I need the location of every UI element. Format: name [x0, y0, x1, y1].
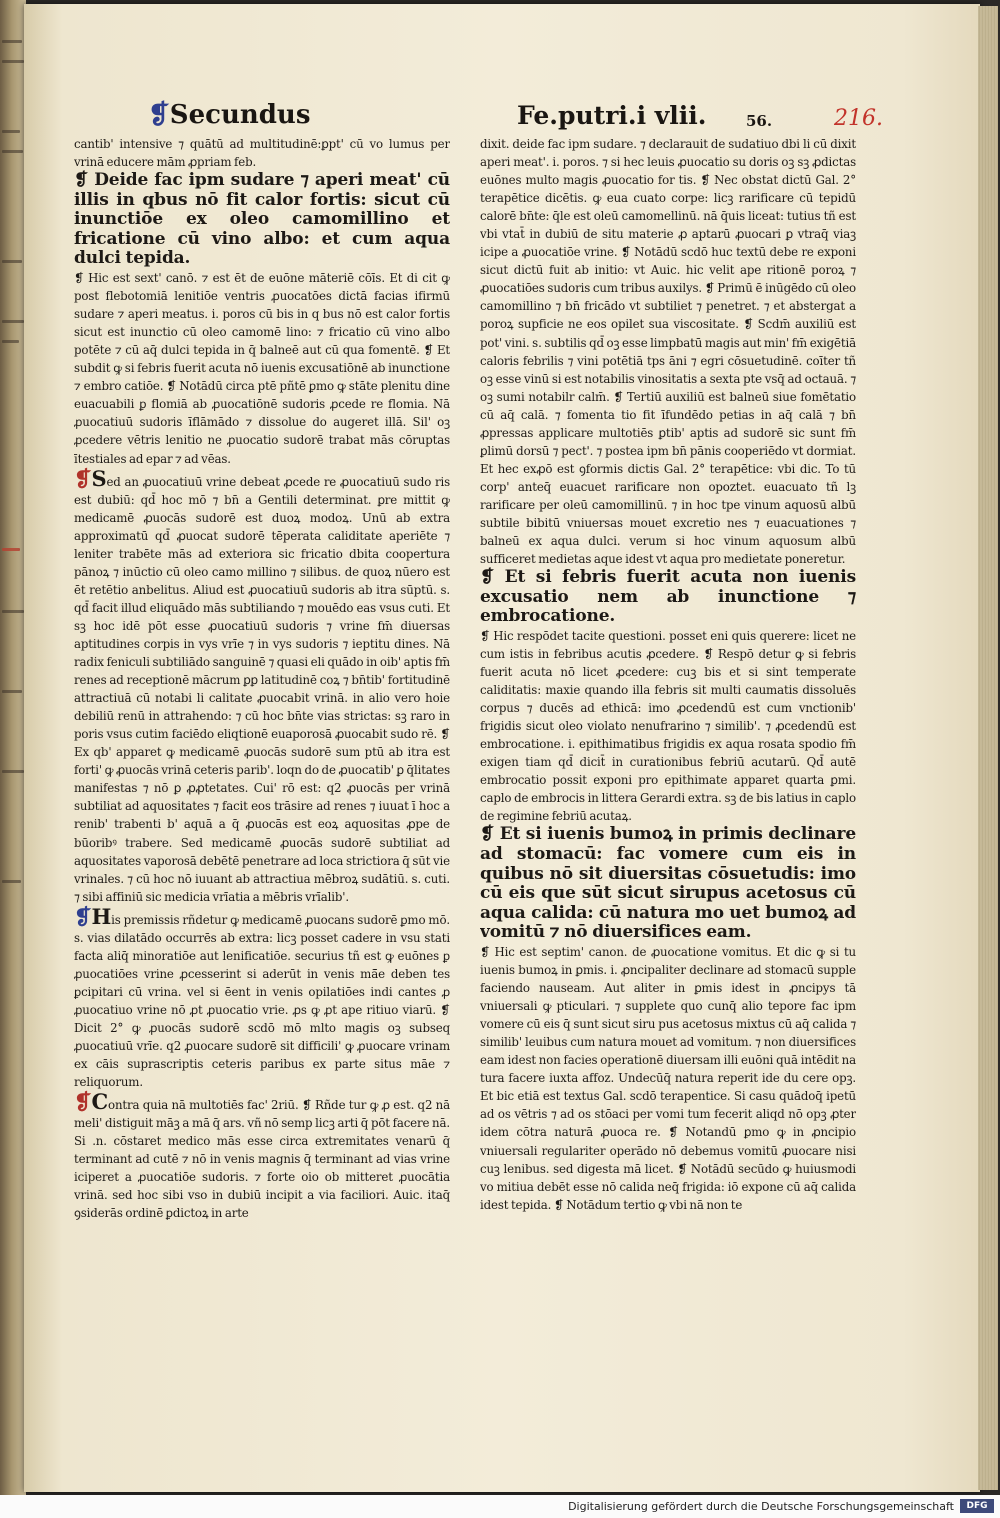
text-paragraph: ❡Contra quia nā multotiēs fac' 2riū. ❡ Rñde tur ꝙ ꝓ est. q2 nā meli' distiguit māꝫ a mā q̄ ars. vñ nō semp licꝫ arti q̄ pōt facere nā. Si .n. cōstaret medico mās esse circa extremitates venarū q̄ terminant ad cutē ⁊ nō in venis magnis q̄ terminant ad vias vrine iciperet a ꝓuocatiōe sudoris. ⁊ forte oio ob mitteret ꝓuocātia vrinā. sed hoc sibi vso in dubiū incipit a via faciliori. Auic. itaq̄ ꝯsiderās ordinē ꝑdictoꝝ in arte	[74, 1089, 450, 1221]
rubric-initial: ❡H	[74, 903, 112, 929]
paragraph-mark-icon: ❡	[74, 465, 92, 491]
right-text-column	[480, 135, 856, 1215]
rubric-initial: ❡S	[74, 465, 107, 491]
rubric-initial: ❡C	[74, 1089, 109, 1115]
handwritten-foliation: 216.	[834, 106, 883, 131]
text-paragraph: cantib' intensive ⁊ quātū ad multitudinē:ꝑpt' cū vo lumus per vrinā educere mām ꝓpriam feb.	[74, 137, 450, 170]
text-paragraph: ❡ Et si febris fuerit acuta non iuenis excusatio nem ab inunctione ⁊ embrocatione.	[480, 567, 856, 627]
paragraph-mark-icon: ❡	[148, 100, 170, 130]
right-running-title: Fe.putri.i vlii.	[517, 101, 707, 130]
page-number: 56.	[746, 112, 773, 130]
text-paragraph: ❡ Et si iuenis bumoꝝ in primis declinare ad stomacū: fac vomere cum eis in quibus nō sit diuersitas cōsuetudis: imo cū eis que sūt sicut sirupus acetosus cū aqua calida: cū natura mo uet bumoꝝ ad vomitū ⁊ nō diuersifices eam.	[480, 824, 856, 943]
text-paragraph: dixit. deide fac ipm sudare. ⁊ declarauit de sudatiuo dbi li cū dixit aperi meat'. i. poros. ⁊ si hec leuis ꝓuocatio su doris oꝫ sꝫ ꝓdictas euōnes multo magis ꝓuocatio for tis. ❡ Nec obstat dictū Gal. 2° terapētice dicētis. ꝙ eua cuato corpe: licꝫ rarificare cū tepidū calorē bn̄te: q̄le est oleū camomellinū. nā q̄uis liceat: tutius tñ est vbi vtat̄ in dubiū de situ materie ꝓ aptarū ꝓuocari ꝑ vtraq̄ viaꝫ icipe a ꝓuocatiōe vrine. ❡ Notādū scdō huc textū debe re exponi sicut dictū fuit ab initio: vt Auic. hic velit ape ritionē poroꝝ ⁊ ꝓuocatiōes sudoris cum tribus auxilys. ❡ Primū ē inūgēdo cū oleo camomillino ⁊ bn̄ fricādo vt subtiliet ⁊ penetret. ⁊ et abstergat a poroꝝ supficie ne eos opilet sua viscositate. ❡ Scdm̄ auxiliū est pot' vini. s. subtilis qd̄ oꝫ esse limpbatū magis aut min' fm̄ exigētiā caloris febrilis ⁊ vini potētiā tps āni ⁊ egri cōsuetudinē. coīter tñ oꝫ esse vinū si est notabilis vinositatis a sexta pte vsq̄ ad octauā. ⁊ oꝫ sumi notabilr calm̄. ❡ Tertiū auxiliū est balneū siue fomētatio cū aq̄ calā. ⁊ fomenta tio fit īfundēdo petias in aq̄ calā ⁊ bn̄ ꝓpressas applicare multotiēs ꝑtib' aptis ad sudorē sic sunt fm̄ ꝑlimū dorsū ⁊ pect'. ⁊ postea ipm bn̄ pānis cooperiēdo vt dormiat. Et hec exꝓō est ꝯformis dictis Gal. 2° terapētice: vbi dic. To tū corp' anteq̄ euacuet rarificare non opoztet. euacuato tñ lꝫ rarificare per oleū camomillinū. ⁊ in hoc tpe vinum aquosū albū subtile bibitū vniuersas mouet excretio nes ⁊ euacuationes ⁊ balneū ex aqua dulci. verum si hoc vinum aquosum albū sufficeret medietas aque idest vt aqua pro medietate poneretur.	[480, 137, 856, 567]
paragraph-mark-icon: ❡	[74, 1089, 92, 1115]
text-paragraph: ❡His premissis rñdetur ꝙ medicamē ꝓuocans sudorē ꝑmo mō. s. vias dilatādo occurrēs ab extra: licꝫ posset cadere in vsu stati facta aliq̄ minoratiōe aut lenificatiōe. securius tñ est ꝙ euōnes ꝑ ꝓuocatiōes vrine ꝓcesserint si aderūt in venis mā̄e deben tes ꝑcipitari cū vrina. vel si ēent in venis opilatiōes indi cantes ꝓ ꝓuocatiuo vrine nō ꝓt ꝓuocatio vrie. ꝓs ꝙ ꝓt ape ritiuo viarū. ❡ Dicit 2° ꝙ ꝓuocās sudorē scdō mō mlto magis oꝫ subseq ꝓuocatiuū vrīe. q2 ꝓuocare sudorē sit difficili' ꝙ ꝓuocare vrinam ex cāis suprascriptis ceteris paribus ex parte situs māe ⁊ reliquorum.	[74, 903, 450, 1090]
dfg-logo: DFG	[960, 1499, 994, 1513]
paragraph-mark-icon: ❡	[74, 903, 92, 929]
left-text-column	[74, 135, 450, 1250]
text-paragraph: ❡Sed an ꝓuocatiuū vrine debeat ꝓcede re ꝓuocatiuū sudo ris est dubiū: qd̄ hoc mō ⁊ bn̄ a Gentili determinat. ꝑre mittit ꝙ medicamē ꝓuocās sudorē est duoꝝ modoꝝ. Unū ab extra approximatū qd̄ ꝓuocat sudorē tēperata caliditate aperiēte ⁊ leniter trabēte mās ad exteriora sic fricatio dbita coopertura pānoꝝ ⁊ inūctio cū oleo camo millino ⁊ silibus. de quoꝝ nūero est ēt retētio anbelitus. Aliud est ꝓuocatiuū sudoris ab itra sūptū. s. qd̄ facit illud eliquādo mās subtiliando ⁊ mouēdo eas vsus cuti. Et sꝫ hoc idē pōt esse ꝓuocatiuū sudoris ⁊ vrine fm̄ diuersas aptitudines corpis in vys vrīe ⁊ in vys sudoris ⁊ ieptitu dines. Nā radix feniculi subtiliādo sanguinē ⁊ quasi eli quādo in oib' aptis fm̄ renes ad receptionē mācrum ꝑꝑ latitudinē coꝝ ⁊ bn̄tib' fortitudinē attractiuā cū notabi li calitate ꝓuocabit vrinā. in alio vero hoie debiliū renū in attrahendo: ⁊ cū hoc bn̄te vias strictas: sꝫ raro in poris vsus cutim faciēdo eliqtionē euaporosā ꝓuocabit sudo rē. ❡ Ex qb' apparet ꝙ medicamē ꝓuocās sudorē sum ptū ab itra est forti' ꝙ ꝓuocās vrinā ceteris parib'. loqn do de ꝓuocatib' ꝑ q̄litates manifestas ⁊ nō ꝑ ꝓꝓtetates. Cui' rō est: q2 ꝓuocās per vrinā subtiliat ad aquositates ⁊ facit eos trāsire ad renes ⁊ iuuat ī hoc a renib' trabenti b' aquā a q̄ ꝓuocās est eoꝝ aquositas ꝓpe de būoribꝰ trabere. Sed medicamē ꝓuocās sudorē subtiliat ad aquositates vaporosā debētē penetrare ad loca strictiora q̄ sūt vie vrinales. ⁊ cū hoc nō iuuant ab attractiua mēbroꝝ sudātiū. s. cuti. ⁊ sibi affiniū sic medicia vrīatia a mēbris vrīalib'.	[74, 465, 450, 904]
page-stack-edge	[978, 6, 998, 1490]
text-paragraph: ❡ Deide fac ipm sudare ⁊ aperi meat' cū illis in qbus nō fit calor fortis: sicut cū inunctiōe ex oleo camomillino et fricatione cū vino albo: et cum aqua dulci tepida.	[74, 170, 450, 269]
text-paragraph: ❡ Hic respōdet tacite questioni. posset eni quis querere: licet ne cum istis in febribus acutis ꝓcedere. ❡ Respō detur ꝙ si febris fuerit acuta nō licet ꝓcedere: cuꝫ bis et si sint temperate caliditatis: maxie quando illa febris sit multi caumatis dissoluēs corpus ⁊ ducēs ad ethicā: imo ꝓcedendū est cum vnctionib' frigidis sicut oleo violato nenufrarino ⁊ similib'. ⁊ ꝓcedendū est embrocatione. i. epithimatibus frigidis ex aqua rosata spodio fm̄ exigen tiam qd̄ dicit̄ in curationibus febriū acutarū. Qd̄ autē embrocatio possit exponi pro epithimate apparet quarta ꝑmi. caplo de embrocis in littera Gerardi extra. sꝫ de bis latius in caplo de regimine febriū acutaꝝ.	[480, 628, 856, 824]
text-paragraph: ❡ Hic est septim' canon. de ꝓuocatione vomitus. Et dic ꝙ si tu iuenis bumoꝝ in ꝑmis. i. ꝓncipaliter declinare ad stomacū supple faciendo nauseam. Aut aliter in ꝑmis idest in ꝓncipys tā vniuersali ꝙ pticulari. ⁊ supplete quo cunq̄ alio tepore fac ipm vomere cū eis q̄ sunt sicut siru pus acetosus mixtus cū aq̄ calida ⁊ similib' leuibus cum natura mouet ad vomitum. ⁊ non diuersifices eam idest non facies operationē diuersam illi euōni quā intēdit na tura facere iuxta affoz. Undecūq̄ natura reperit ide du cere opꝫ. Et bic etiā est textus Gal. scdō terapentice. Si casu quādoq̄ ipetū ad os vētris ⁊ ad os stōaci per vomi tum fecerit aliqd nō opꝫ ꝓter idem cōtra naturā ꝓuoca re. ❡ Notandū ꝑmo ꝙ in ꝓncipio vniuersali regulariter operādo nō debemus vomitū ꝓuocare nisi cuꝫ lenibus. sed digesta mā licet. ❡ Notādū secūdo ꝙ huiusmodi vo mitiua debēt esse nō calida neq̄ frigida: iō expone cū aq̄ calida idest tepida. ❡ Notādum tertio ꝙ vbi nā non te	[480, 944, 856, 1212]
left-running-title: ❡Secundus	[148, 100, 311, 130]
footer-bar	[0, 1495, 1000, 1518]
funding-notice: Digitalisierung gefördert durch die Deutsche Forschungsgemeinschaft	[568, 1500, 954, 1513]
text-paragraph: ❡ Hic est sext' canō. ⁊ est ēt de euōne māteriē cōīs. Et di cit ꝙ post flebotomiā lenitiōe ventris ꝓuocatōes dictā facias ifirmū sudare ⁊ aperi meatus. i. poros cū bis in q bus nō est calor fortis sicut est inunctio cū oleo camomē lino: ⁊ fricatio cū vino albo potēte ⁊ cū aq̄ dulci tepida in q̄ balneē aut cū qua fomentē. ❡ Et subdit ꝙ si febris fuerit acuta nō iuenis excusatiōnē ab inunctione ⁊ embro catiōe. ❡ Notādū circa ptē pñtē ꝑmo ꝙ stāte plenitu dine euacuabili ꝑ flomiā ab ꝓuocatiōnē sudoris ꝓcede re flomia. Nā ꝓuocatiuū sudoris īflāmādo ⁊ dissolue do augeret illā. Sil' oꝫ ꝓcedere vētris lenitio ne ꝓuocatio sudorē trabat mās cōruptas ītestiales ad epar ⁊ ad vēas.	[74, 271, 450, 466]
facing-page-edge	[0, 0, 26, 1495]
